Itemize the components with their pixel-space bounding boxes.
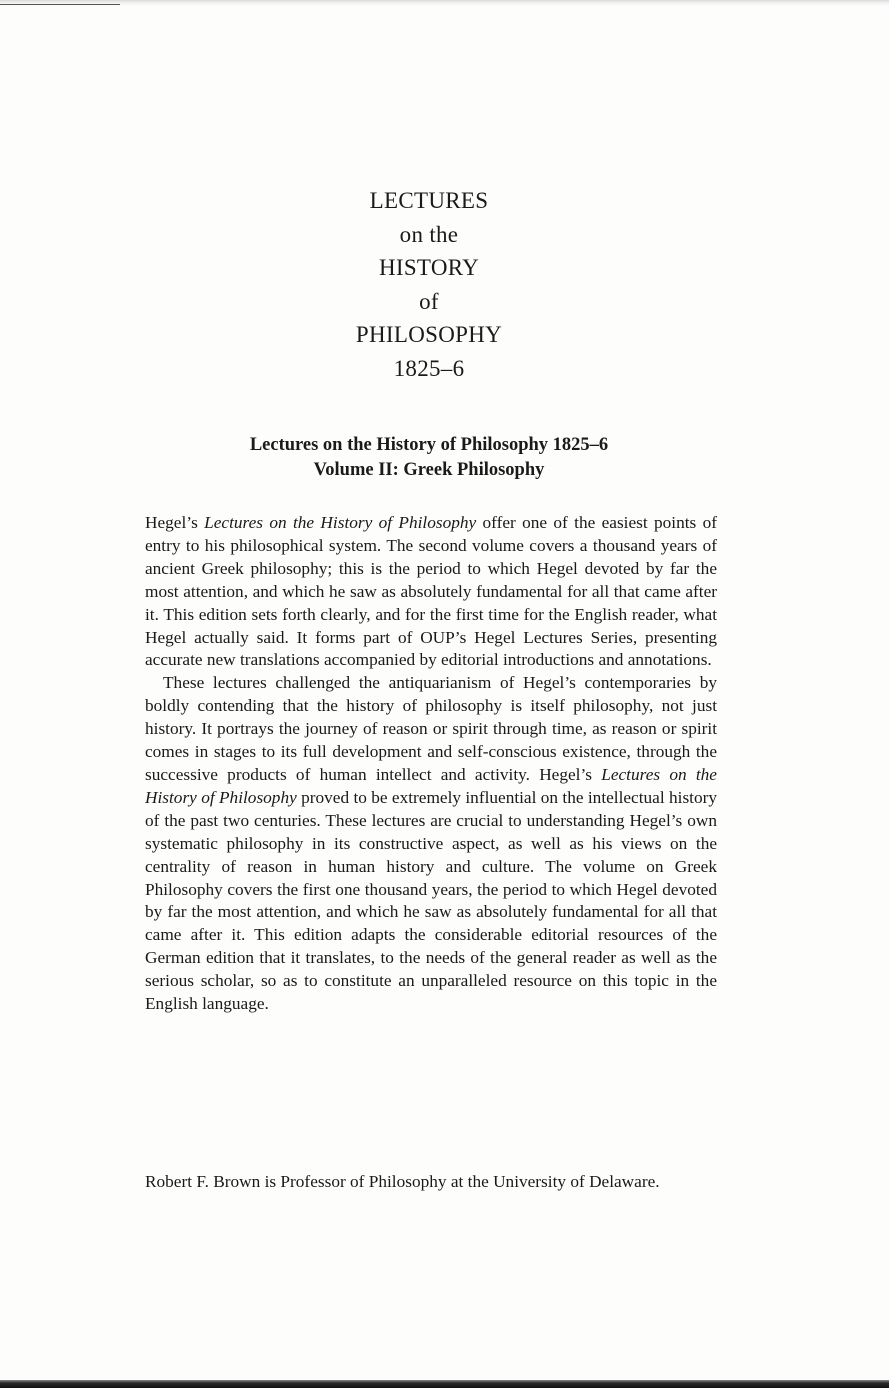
scan-top-mark: [0, 4, 120, 5]
volume-heading-title: Lectures on the History of Philosophy 1825–6: [249, 435, 609, 455]
blurb-p2-book-title: Lectures on the History of Philosophy: [145, 764, 717, 807]
blurb-p1-rest: offer one of the easiest points of entry to his philosophical system. The second volume covers a thousand years of ancient Greek philosophy; this is the period to which Hegel devoted by far the most attention, and which he saw as absolutely fundamental for all that came after it. This edition sets forth clearly, and for the first time for the English reader, what Hegel actually said. It forms part of OUP’s Hegel Lectures Series, presenting accurate new translations accompanied by editorial introductions and annotations.: [145, 513, 717, 670]
scan-bottom-edge: [0, 1380, 889, 1388]
half-title-line-3: HISTORY: [378, 255, 480, 281]
blurb-body: [145, 512, 717, 1016]
author-note: Robert F. Brown is Professor of Philosophy at the University of Delaware.: [145, 1172, 660, 1191]
blurb-p1-book-title: Lectures on the History of Philosophy: [204, 513, 477, 532]
blurb-paragraph-1: [145, 512, 717, 672]
blurb-p1-prefix: Hegel’s: [145, 513, 205, 532]
blurb-p2-part2: proved to be extremely influential on the intellectual history of the past two centuries. These lectures are crucial to understanding Hegel’s own systematic philosophy in its constructive aspect, as well as his views on the centrality of reason in human history and culture. The volume on Greek Philosophy covers the first one thousand years, the period to which Hegel devoted by far the most attention, and which he saw as absolutely fundamental for all that came after it. This edition adapts the considerable editorial resources of the German edition that it translates, to the needs of the general reader as well as the serious scholar, so as to constitute an unparalleled resource on this topic in the English language.: [145, 787, 718, 1014]
volume-heading: [0, 433, 858, 483]
half-title-line-6: 1825–6: [393, 355, 465, 381]
scan-top-edge: [0, 0, 889, 7]
blurb-p2-part1: These lectures challenged the antiquarianism of Hegel’s contemporaries by boldly contending that the history of philosophy is itself philosophy, not just history. It portrays the journey of reason or spirit through time, as reason or spirit comes in stages to its full development and self-conscious existence, through the successive products of human intellect and activity. Hegel’s: [145, 673, 717, 784]
blurb-paragraph-2: [145, 672, 717, 1016]
volume-heading-volume: Volume II: Greek Philosophy: [313, 460, 545, 480]
half-title-line-2: on the: [399, 221, 459, 247]
half-title: [0, 184, 858, 386]
half-title-line-4: of: [419, 288, 439, 314]
half-title-line-1: LECTURES: [369, 188, 489, 213]
half-title-line-5: PHILOSOPHY: [355, 322, 503, 348]
